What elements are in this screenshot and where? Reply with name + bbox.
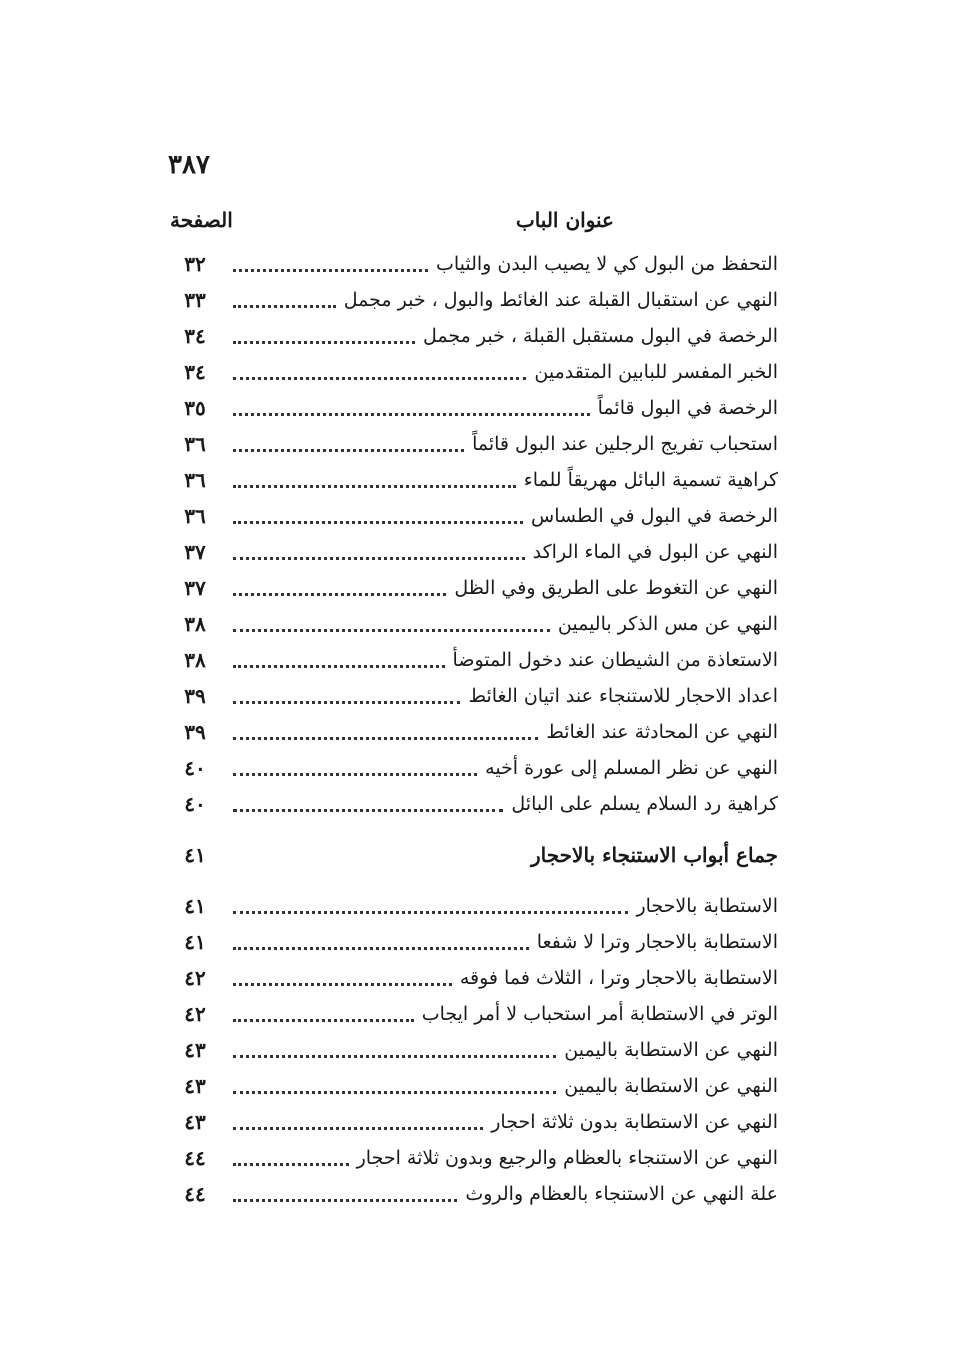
toc-entry [165,606,780,642]
toc-entry [165,570,780,606]
toc-entry-title: الوتر في الاستطابة أمر استحباب لا أمر ايجاب [421,1003,778,1025]
toc-entry-page-number: ٣٤ [184,324,206,348]
toc-entry-title: النهي عن الاستطابة باليمين [564,1039,778,1061]
toc-entry [165,462,780,498]
dot-leader [233,629,550,632]
toc-entry-title: النهي عن الاستطابة باليمين [564,1075,778,1097]
toc-entry-page-number: ٣٨ [184,648,206,672]
toc-entry [165,246,780,282]
toc-entry [165,888,780,924]
dot-leader [233,1019,414,1022]
toc-entry-page-number: ٣٣ [184,288,206,312]
toc-entry-page-number: ٤٢ [184,966,206,990]
toc-entry-title: النهي عن المحادثة عند الغائط [546,721,778,743]
dot-leader [233,947,529,950]
dot-leader [233,305,336,308]
toc-entry-title: علة النهي عن الاستنجاء بالعظام والروث [465,1183,778,1205]
toc-entry [165,1068,780,1104]
toc-entry-page-number: ٣٧ [184,576,206,600]
toc-entry-page-number: ٣٩ [184,684,206,708]
toc-entry-page-number: ٤١ [184,843,206,867]
toc-entry [165,1104,780,1140]
dot-leader [233,377,526,380]
dot-leader [233,809,503,812]
dot-leader [233,701,460,704]
toc-entry [165,498,780,534]
toc-entry [165,318,780,354]
toc-entry-page-number: ٤٠ [184,792,206,816]
toc-entry [165,714,780,750]
toc-entry [165,1140,780,1176]
toc-entry-page-number: ٣٢ [184,252,206,276]
dot-leader [233,1127,483,1130]
toc-entry-title: كراهية رد السلام يسلم على البائل [511,793,778,815]
toc-entry-title: التحفظ من البول كي لا يصيب البدن والثياب [435,253,778,275]
toc-entry [165,642,780,678]
toc-entry-title: الاستعاذة من الشيطان عند دخول المتوضأ [452,649,778,671]
toc-entry-page-number: ٤٣ [184,1110,206,1134]
toc-entry-title: النهي عن الاستنجاء بالعظام والرجيع وبدون ثلاثة احجار [356,1147,778,1169]
toc-entry-page-number: ٣٨ [184,612,206,636]
toc-entry-page-number: ٣٦ [184,504,206,528]
toc-entry-page-number: ٤٤ [184,1182,206,1206]
toc-entry [165,750,780,786]
toc-entry-title: الخبر المفسر للبابين المتقدمين [534,361,778,383]
toc-entry-page-number: ٤٣ [184,1074,206,1098]
toc-entry [165,390,780,426]
dot-leader [233,449,464,452]
toc-entry-page-number: ٣٧ [184,540,206,564]
toc-entry-page-number: ٣٦ [184,432,206,456]
toc-entry-title: الاستطابة بالاحجار وترا لا شفعا [536,931,778,953]
dot-leader [233,557,525,560]
dot-leader [233,665,445,668]
dot-leader [233,269,428,272]
toc-entry [165,534,780,570]
toc-entry [165,996,780,1032]
dot-leader [233,341,415,344]
toc-entry-title: الرخصة في البول قائماً [597,397,778,419]
toc-entry-title: النهي عن البول في الماء الراكد [532,541,778,563]
toc-entry-title: النهي عن مس الذكر باليمين [557,613,778,635]
chapter-title-column-header: عنوان الباب [515,208,614,232]
dot-leader [233,911,628,914]
toc-entry-page-number: ٤٣ [184,1038,206,1062]
toc-entry [165,960,780,996]
toc-entry-page-number: ٣٦ [184,468,206,492]
toc-entry-page-number: ٤٠ [184,756,206,780]
dot-leader [233,1163,349,1166]
toc-entry [165,1032,780,1068]
toc-entry [165,1176,780,1212]
toc-entry-title: الرخصة في البول مستقبل القبلة ، خبر مجمل [423,325,778,347]
dot-leader [233,773,477,776]
page-number: ٣٨٧ [168,150,210,180]
toc-entry-title: النهي عن نظر المسلم إلى عورة أخيه [485,757,778,779]
page-column-header: الصفحة [170,208,233,232]
dot-leader [233,983,452,986]
toc-entry [165,786,780,822]
toc-entry-page-number: ٤٤ [184,1146,206,1170]
dot-leader [233,521,523,524]
dot-leader [233,1199,457,1202]
toc-entry-title: الاستطابة بالاحجار وترا ، الثلاث فما فوقه [459,967,778,989]
toc-entry [165,282,780,318]
toc-entry-page-number: ٣٩ [184,720,206,744]
toc-entry-title: جماع أبواب الاستنجاء بالاحجار [531,843,778,867]
dot-leader [233,1091,556,1094]
dot-leader [233,485,516,488]
toc-entry-title: النهي عن الاستطابة بدون ثلاثة احجار [491,1111,778,1133]
table-of-contents [165,246,780,1212]
toc-entry-title: النهي عن التغوط على الطريق وفي الظل [454,577,778,599]
toc-entry-title: استحباب تفريج الرجلين عند البول قائماً [472,433,778,455]
toc-entry [165,354,780,390]
toc-entry-page-number: ٤١ [184,930,206,954]
toc-entry [165,426,780,462]
toc-entry-page-number: ٣٤ [184,360,206,384]
toc-entry-title: كراهية تسمية البائل مهريقاً للماء [523,469,778,491]
dot-leader [233,1055,556,1058]
dot-leader [233,593,446,596]
toc-entry [165,924,780,960]
toc-entry-page-number: ٤١ [184,894,206,918]
dot-leader [233,737,538,740]
toc-entry-title: الاستطابة بالاحجار [636,895,778,917]
toc-section-heading [165,822,780,888]
toc-entry [165,678,780,714]
dot-leader [233,413,590,416]
toc-entry-title: الرخصة في البول في الطساس [531,505,778,527]
toc-entry-page-number: ٣٥ [184,396,206,420]
toc-entry-title: اعداد الاحجار للاستنجاء عند اتيان الغائط [468,685,778,707]
toc-entry-page-number: ٤٢ [184,1002,206,1026]
toc-entry-title: النهي عن استقبال القبلة عند الغائط والبول ، خبر مجمل [343,289,778,311]
